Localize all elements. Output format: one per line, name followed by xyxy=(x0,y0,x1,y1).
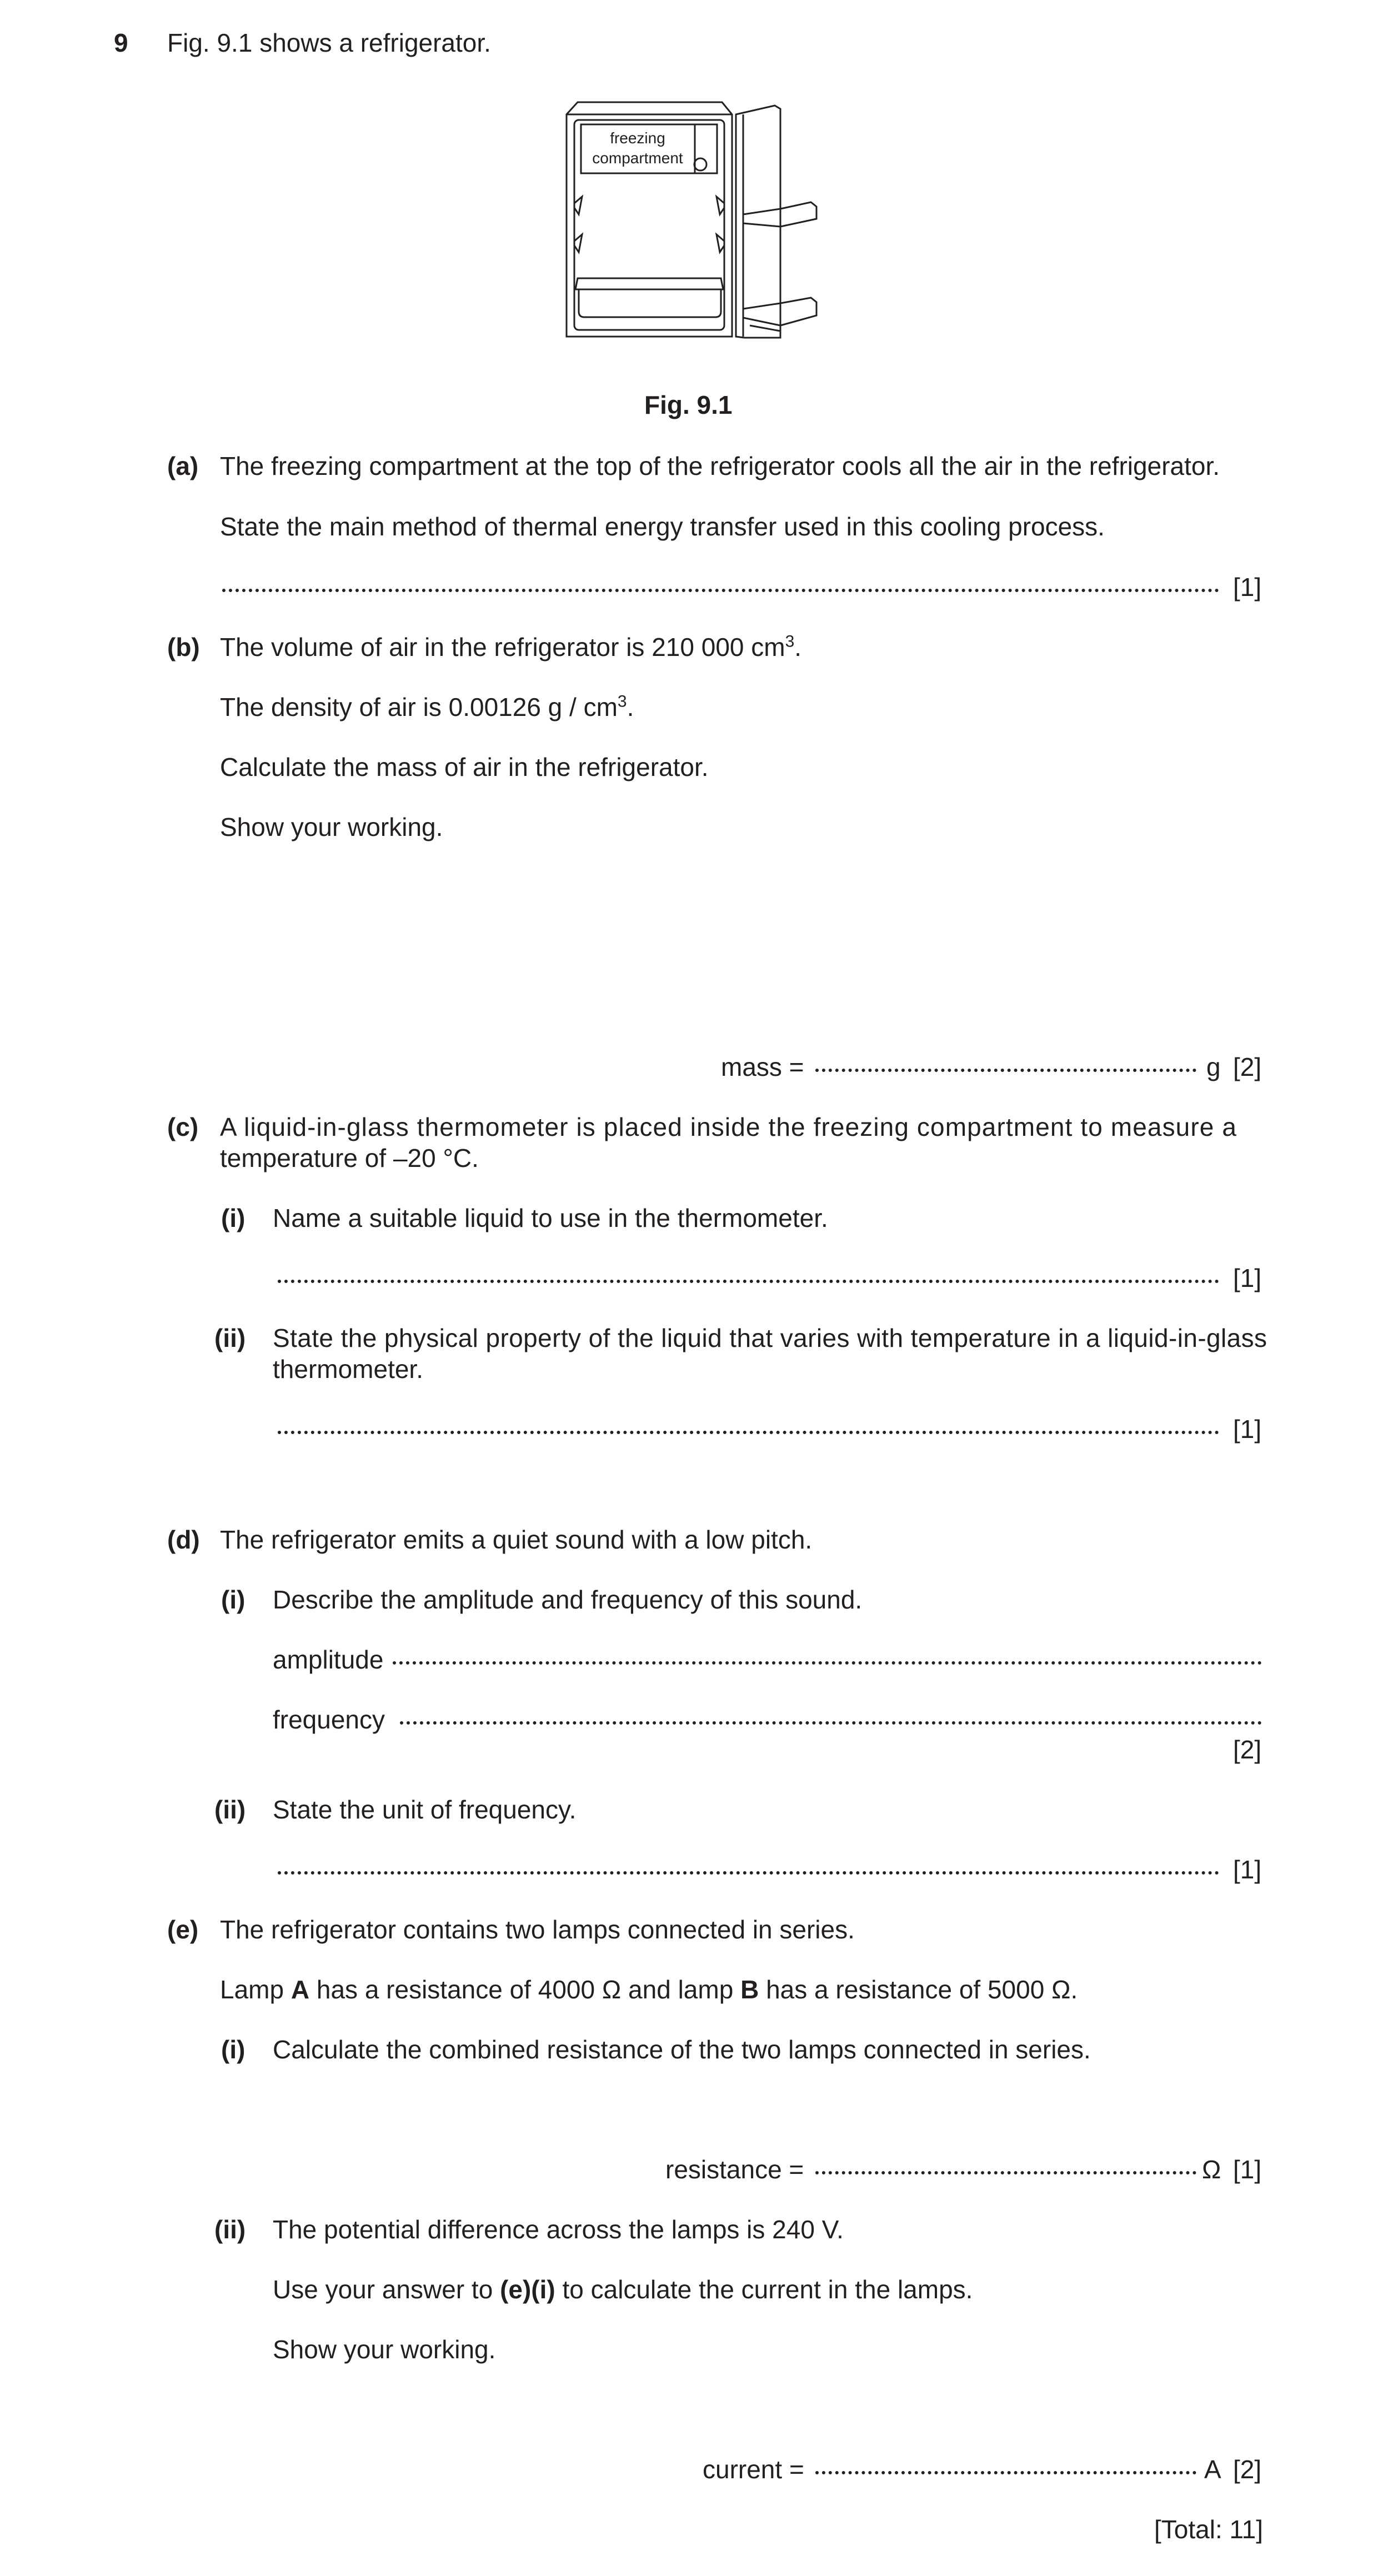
part-c-ii-text-line1: State the physical property of the liquid that varies with temperature in a liquid-in-glass xyxy=(273,1324,1267,1352)
part-e-lamps: Lamp A has a resistance of 4000 Ω and lamp B has a resistance of 5000 Ω. xyxy=(220,1975,1078,2004)
part-b-working: Show your working. xyxy=(220,813,443,841)
part-d-ii-marks: [1] xyxy=(1233,1855,1262,1884)
part-e-ii-working: Show your working. xyxy=(273,2335,496,2364)
part-d-i-text: Describe the amplitude and frequency of this sound. xyxy=(273,1585,863,1614)
part-c-text-line1: A liquid-in-glass thermometer is placed inside the freezing compartment to measure a xyxy=(220,1112,1237,1141)
question-number: 9 xyxy=(114,28,128,57)
current-answer-line[interactable] xyxy=(815,2471,1196,2474)
part-d-ii-label: (ii) xyxy=(214,1795,246,1824)
part-d-label: (d) xyxy=(167,1525,200,1554)
figure-caption: Fig. 9.1 xyxy=(644,390,733,419)
part-a-text1: The freezing compartment at the top of the refrigerator cools all the air in the refrigerator. xyxy=(220,452,1220,480)
question-intro: Fig. 9.1 shows a refrigerator. xyxy=(167,28,491,57)
part-a-label: (a) xyxy=(167,452,199,480)
resistance-unit: Ω xyxy=(1202,2155,1221,2184)
mass-unit: g xyxy=(1206,1053,1221,1081)
part-c-ii-answer-line[interactable] xyxy=(278,1431,1219,1434)
part-c-ii-text-line2: thermometer. xyxy=(273,1355,423,1384)
mass-label: mass = xyxy=(721,1053,804,1081)
part-c-i-answer-line[interactable] xyxy=(278,1280,1219,1283)
part-d-i-label: (i) xyxy=(221,1585,245,1614)
part-b-marks: [2] xyxy=(1233,1053,1262,1081)
part-e-ii-use: Use your answer to (e)(i) to calculate the current in the lamps. xyxy=(273,2275,973,2304)
frequency-answer-line[interactable] xyxy=(400,1721,1262,1725)
part-c-label: (c) xyxy=(167,1112,199,1141)
part-d-ii-answer-line[interactable] xyxy=(278,1871,1219,1875)
part-c-text-line2: temperature of –20 °C. xyxy=(220,1144,479,1172)
part-b-calc: Calculate the mass of air in the refrigerator. xyxy=(220,753,709,781)
part-c-i-text: Name a suitable liquid to use in the thermometer. xyxy=(273,1204,828,1232)
part-b-volume: The volume of air in the refrigerator is 210 000 $cm^3$. xyxy=(220,632,802,661)
part-e-text: The refrigerator contains two lamps connected in series. xyxy=(220,1915,855,1944)
amplitude-answer-line[interactable] xyxy=(393,1661,1262,1665)
current-label: current = xyxy=(703,2455,804,2484)
part-d-text: The refrigerator emits a quiet sound with a low pitch. xyxy=(220,1525,813,1554)
figure-label-line1: freezing xyxy=(610,129,665,147)
part-c-ii-label: (ii) xyxy=(214,1324,246,1352)
part-a-text2: State the main method of thermal energy transfer used in this cooling process. xyxy=(220,512,1105,541)
amplitude-label: amplitude xyxy=(273,1645,384,1674)
part-e-ii-marks: [2] xyxy=(1233,2455,1262,2484)
part-e-i-marks: [1] xyxy=(1233,2155,1262,2184)
part-e-label: (e) xyxy=(167,1915,199,1944)
mass-answer-line[interactable] xyxy=(815,1069,1196,1072)
resistance-label: resistance = xyxy=(665,2155,804,2184)
part-b-label: (b) xyxy=(167,633,200,661)
current-unit: A xyxy=(1204,2455,1221,2484)
resistance-answer-line[interactable] xyxy=(815,2171,1196,2174)
part-d-i-marks: [2] xyxy=(1233,1735,1262,1764)
part-e-i-text: Calculate the combined resistance of the two lamps connected in series. xyxy=(273,2035,1091,2064)
figure-label-line2: compartment xyxy=(592,149,683,167)
part-d-ii-text: State the unit of frequency. xyxy=(273,1795,577,1824)
part-c-i-marks: [1] xyxy=(1233,1264,1262,1292)
part-e-ii-text: The potential difference across the lamps is 240 V. xyxy=(273,2215,844,2244)
total-marks: [Total: 11] xyxy=(1154,2515,1264,2544)
part-c-i-label: (i) xyxy=(221,1204,245,1232)
part-e-ii-label: (ii) xyxy=(214,2215,246,2244)
refrigerator-figure xyxy=(561,98,828,348)
part-a-answer-line[interactable] xyxy=(222,589,1219,592)
part-c-ii-marks: [1] xyxy=(1233,1415,1262,1444)
part-a-marks: [1] xyxy=(1233,573,1262,602)
frequency-label: frequency xyxy=(273,1705,385,1734)
part-e-i-label: (i) xyxy=(221,2035,245,2064)
part-b-density: The density of air is 0.00126 g / $cm^3$. xyxy=(220,692,634,721)
